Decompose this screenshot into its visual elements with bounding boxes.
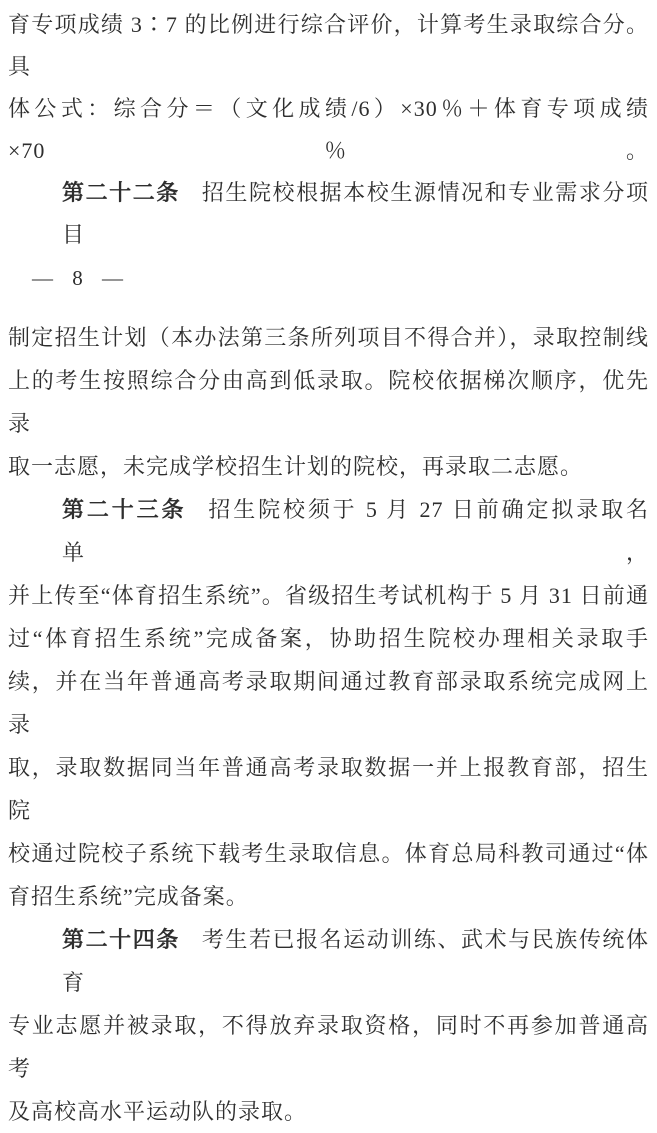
article-text: 考生若已报名运动训练、武术与民族传统体育	[62, 927, 649, 995]
article-number: 第二十二条	[62, 180, 180, 205]
page-number: — 8 —	[32, 266, 124, 290]
text-line: 取，录取数据同当年普通高考录取数据一并上报教育部，招生院	[8, 755, 649, 823]
article-text: 招生院校须于 5 月 27 日前确定拟录取名单，	[62, 497, 649, 565]
article-number: 第二十三条	[62, 497, 187, 522]
text-line: 续，并在当年普通高考录取期间通过教育部录取系统完成网上录	[8, 669, 649, 737]
text-line: 育专项成绩 3∶7 的比例进行综合评价，计算考生录取综合分。具	[8, 12, 649, 79]
article-line	[8, 918, 649, 1004]
text-line: 及高校高水平运动队的录取。	[8, 1099, 308, 1124]
page9-fragment	[8, 316, 649, 1133]
text-line: 取一志愿，未完成学校招生计划的院校，再录取二志愿。	[8, 454, 584, 479]
article-line	[8, 172, 649, 256]
page8-fragment	[8, 4, 649, 300]
text-line: 育招生系统”完成备案。	[8, 884, 249, 909]
article-line	[8, 488, 649, 574]
article-number: 第二十四条	[62, 927, 180, 952]
text-line: 上的考生按照综合分由高到低录取。院校依据梯次顺序，优先录	[8, 368, 649, 436]
text-line: 体公式：综合分＝（文化成绩/6）×30％＋体育专项成绩×70％。	[8, 96, 649, 163]
text-line: 并上传至“体育招生系统”。省级招生考试机构于 5 月 31 日前通	[8, 583, 649, 608]
article-text: 招生院校根据本校生源情况和专业需求分项目	[62, 180, 649, 247]
text-line: 过“体育招生系统”完成备案，协助招生院校办理相关录取手	[8, 626, 649, 651]
text-line: 校通过院校子系统下载考生录取信息。体育总局科教司通过“体	[8, 841, 649, 866]
text-line: 制定招生计划（本办法第三条所列项目不得合并），录取控制线	[8, 325, 649, 350]
text-line: 专业志愿并被录取，不得放弃录取资格，同时不再参加普通高考	[8, 1013, 649, 1081]
